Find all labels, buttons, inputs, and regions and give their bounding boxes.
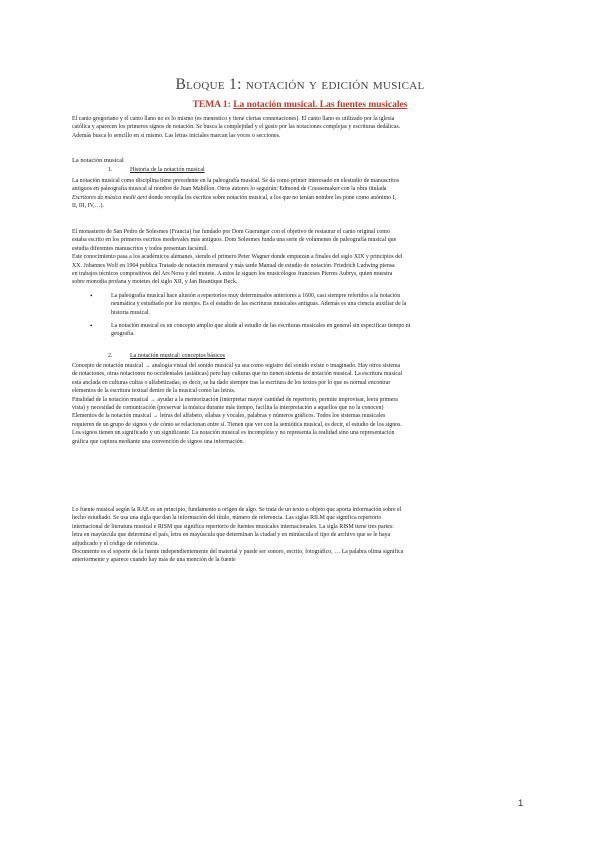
bullet-icon: • bbox=[90, 292, 93, 300]
concepts-line: Elementos de la notación musical → letras del alfabeto, sílabas y vocales, palabras y números gráficos. Todos los sistemas musicales bbox=[72, 413, 386, 420]
solesmes-line: Este conocimiento pasa a los académicos alemanes, siendo el primero Peter Wagner donde empiezan a finales del siglo XIX y principios del bbox=[72, 254, 403, 261]
sources-line: anteriormente y aparece cuando hay más de una mención de la fuente bbox=[72, 557, 236, 564]
concepts-line: elementos de la escritura textual dentro de la musical como las letras. bbox=[72, 388, 236, 395]
bullet-line: La notación musical es un concepto amplio que alude al estudio de las escrituras musicales en general sin especificar tiempo ni bbox=[111, 323, 411, 329]
bullet-line: La paleografía musical hace alusión a repertorios muy determinados anteriores a 1600, casi siempre referidos a la notación bbox=[111, 293, 401, 299]
concepts-line: Finalidad de la notación musical → ayudar a la memorización (interpretar mayor cantidad de repertorio, permite improvisar, leera primera bbox=[72, 396, 398, 403]
heading-history bbox=[108, 167, 205, 173]
heading-number: 2. bbox=[108, 353, 113, 359]
subtitle-underlined: La notación musical. Las fuentes musicales bbox=[233, 100, 408, 110]
bullet-line: neumática y estudiado por los monjes. Es el estudio de las escrituras musicales antiguas. Además es una ciencia auxiliar de la bbox=[111, 301, 407, 308]
history-line: antiguos en paleografía musical al nombre de Juan Mabillon. Otros autores lo seguirán: Edmond de Coussemaker con la obra titulada bbox=[72, 186, 387, 193]
sources-line: Lo fuente musical según la RAE es un principio, fundamento u origen de algo. Se trata de un texto u objeto que aporta información sobre el bbox=[72, 507, 402, 513]
bullet-line: historia musical. bbox=[111, 309, 150, 316]
concepts-paragraph bbox=[72, 362, 532, 446]
sources-line: adjudicado y el código de referencia. bbox=[72, 540, 160, 547]
sources-line: letra en mayúscula que determina el país, letra en mayúscula que determinan la ciudad y en minúscula el tipo de archivo que se le haya bbox=[72, 532, 391, 539]
solesmes-line: en trabajos técnicos compositivos del Ars Nova y del motete. A estos le siguen los musicólogos franceses Pierres Aubrys, quien muestra bbox=[72, 271, 393, 278]
heading-concepts bbox=[108, 353, 225, 359]
solesmes-line: sobre monodia profana y motetes del siglo XII, y Jan Beantique Beck. bbox=[72, 279, 238, 286]
solesmes-paragraph bbox=[72, 228, 532, 287]
subtitle-prefix: TEMA 1: bbox=[192, 100, 234, 110]
bullet-line: geografía. bbox=[111, 331, 135, 338]
solesmes-line: estaba escrito en los primeros escritos medievales más antiguos. Dom Solesmes funda una serie de volúmenes de paleografía musical que bbox=[72, 237, 397, 244]
history-line: La notación musical como disciplina tiene precedente en la paleografía musical. Se da como primer interesado en elestudio de manuscritos bbox=[72, 178, 400, 184]
bullet-icon: • bbox=[90, 322, 93, 330]
history-line: Escritores de música medii aevi donde recopila los escritos sobre notación musical, a los que no tenían nombre les pone como anónimo I, bbox=[72, 194, 397, 201]
concepts-line: Concepto de notación musical → analogía visual del sonido musical ya sea como registro del sonido existe o imaginado. Hay otros sistema bbox=[72, 363, 401, 369]
intro-line: católica y aparecen los primeros signos de notación. Se busca la complejidad y el gusto por las notaciones complejas y escrituras dedálicas. bbox=[72, 124, 401, 131]
concepts-line: vista) y necesidad de comunicación (preservar la música durante más tiempo, facilita la interpretación a aquellos que no la conocen) bbox=[72, 405, 384, 412]
heading-number: 1. bbox=[108, 167, 113, 173]
intro-line: Además busca lo sencillo en sí mismo. Las letras iniciales marcan las voces o secciones. bbox=[72, 132, 281, 139]
concepts-line: gráfica que captura mediante una convención de signos una información. bbox=[72, 438, 245, 445]
page-number: 1 bbox=[518, 798, 524, 809]
bullet-text bbox=[111, 322, 530, 339]
solesmes-line: El monasterio de San Pedro de Solesmes (Francia) fue fundado por Dom Gueranger con el objetivo de restaurar el canto original como bbox=[72, 229, 390, 235]
solesmes-line: estudia diferentes manuscritos y todos presentan facsímil. bbox=[72, 245, 208, 252]
history-paragraph bbox=[72, 177, 532, 211]
intro-paragraph bbox=[72, 115, 532, 140]
sources-paragraph bbox=[72, 506, 532, 565]
concepts-line: de notaciones, otras notaciones no occidentales (asiáticas) pero hay culturas que no tienen sistema de notación musical. La escritura musical bbox=[72, 371, 403, 378]
sources-line: internacional de literatura musical e RISM que significa repertorio de fuentes musicales internacionales. La sigla RISM tiene tres partes: bbox=[72, 523, 394, 530]
topic-subtitle bbox=[0, 100, 600, 110]
heading-title: La notación musical: conceptos básicos bbox=[130, 353, 225, 359]
concepts-line: requieren de un grupo de signos y de cómo se relacionan entre sí. Tienen que ver con la semiótica musical, es decir, el estudio de los signos. bbox=[72, 421, 402, 428]
intro-line: El canto gregoriano y el canto llano no es lo mismo (es menestico y tiene ciertas connotaciones). El canto llano es utilizado por la iglesia bbox=[72, 116, 395, 122]
section-heading-text: La notación musical bbox=[72, 157, 124, 164]
page-title: Bloque 1: notación y edición musical bbox=[175, 76, 425, 93]
concepts-line: está anclada en culturas cultas o alfabetizadas, es decir, se ha dado siempre tras la escritura de los textos por lo que es normal encontrar bbox=[72, 379, 391, 386]
history-line: II, III, IV,…). bbox=[72, 203, 104, 210]
sources-line: Documento es el soporte de la fuente independientemente del material y puede ser sonoro, escrito, fotográfico, … La palabra olima significa bbox=[72, 549, 404, 556]
section-heading bbox=[72, 157, 532, 165]
concepts-line: Los signos tienen un significado y un significante. La notación musical es incompleta y no representa la realidad sino una representación bbox=[72, 430, 395, 437]
bullet-text bbox=[111, 292, 530, 317]
sources-line: hecho estudiado. Se usa una sigla que dan la información del título, número de referencia. Las siglas RILM que significa repertorio bbox=[72, 515, 382, 522]
solesmes-line: XX. Johannes Wolf en 1904 publica Tratado de notación mensural y más tarde Manual de estudio de notación. Friedrich Ludwing piensa bbox=[72, 262, 395, 269]
heading-title: Historia de la notación musical bbox=[130, 167, 205, 173]
work-title: Escritores de música medii aevi bbox=[72, 194, 148, 201]
